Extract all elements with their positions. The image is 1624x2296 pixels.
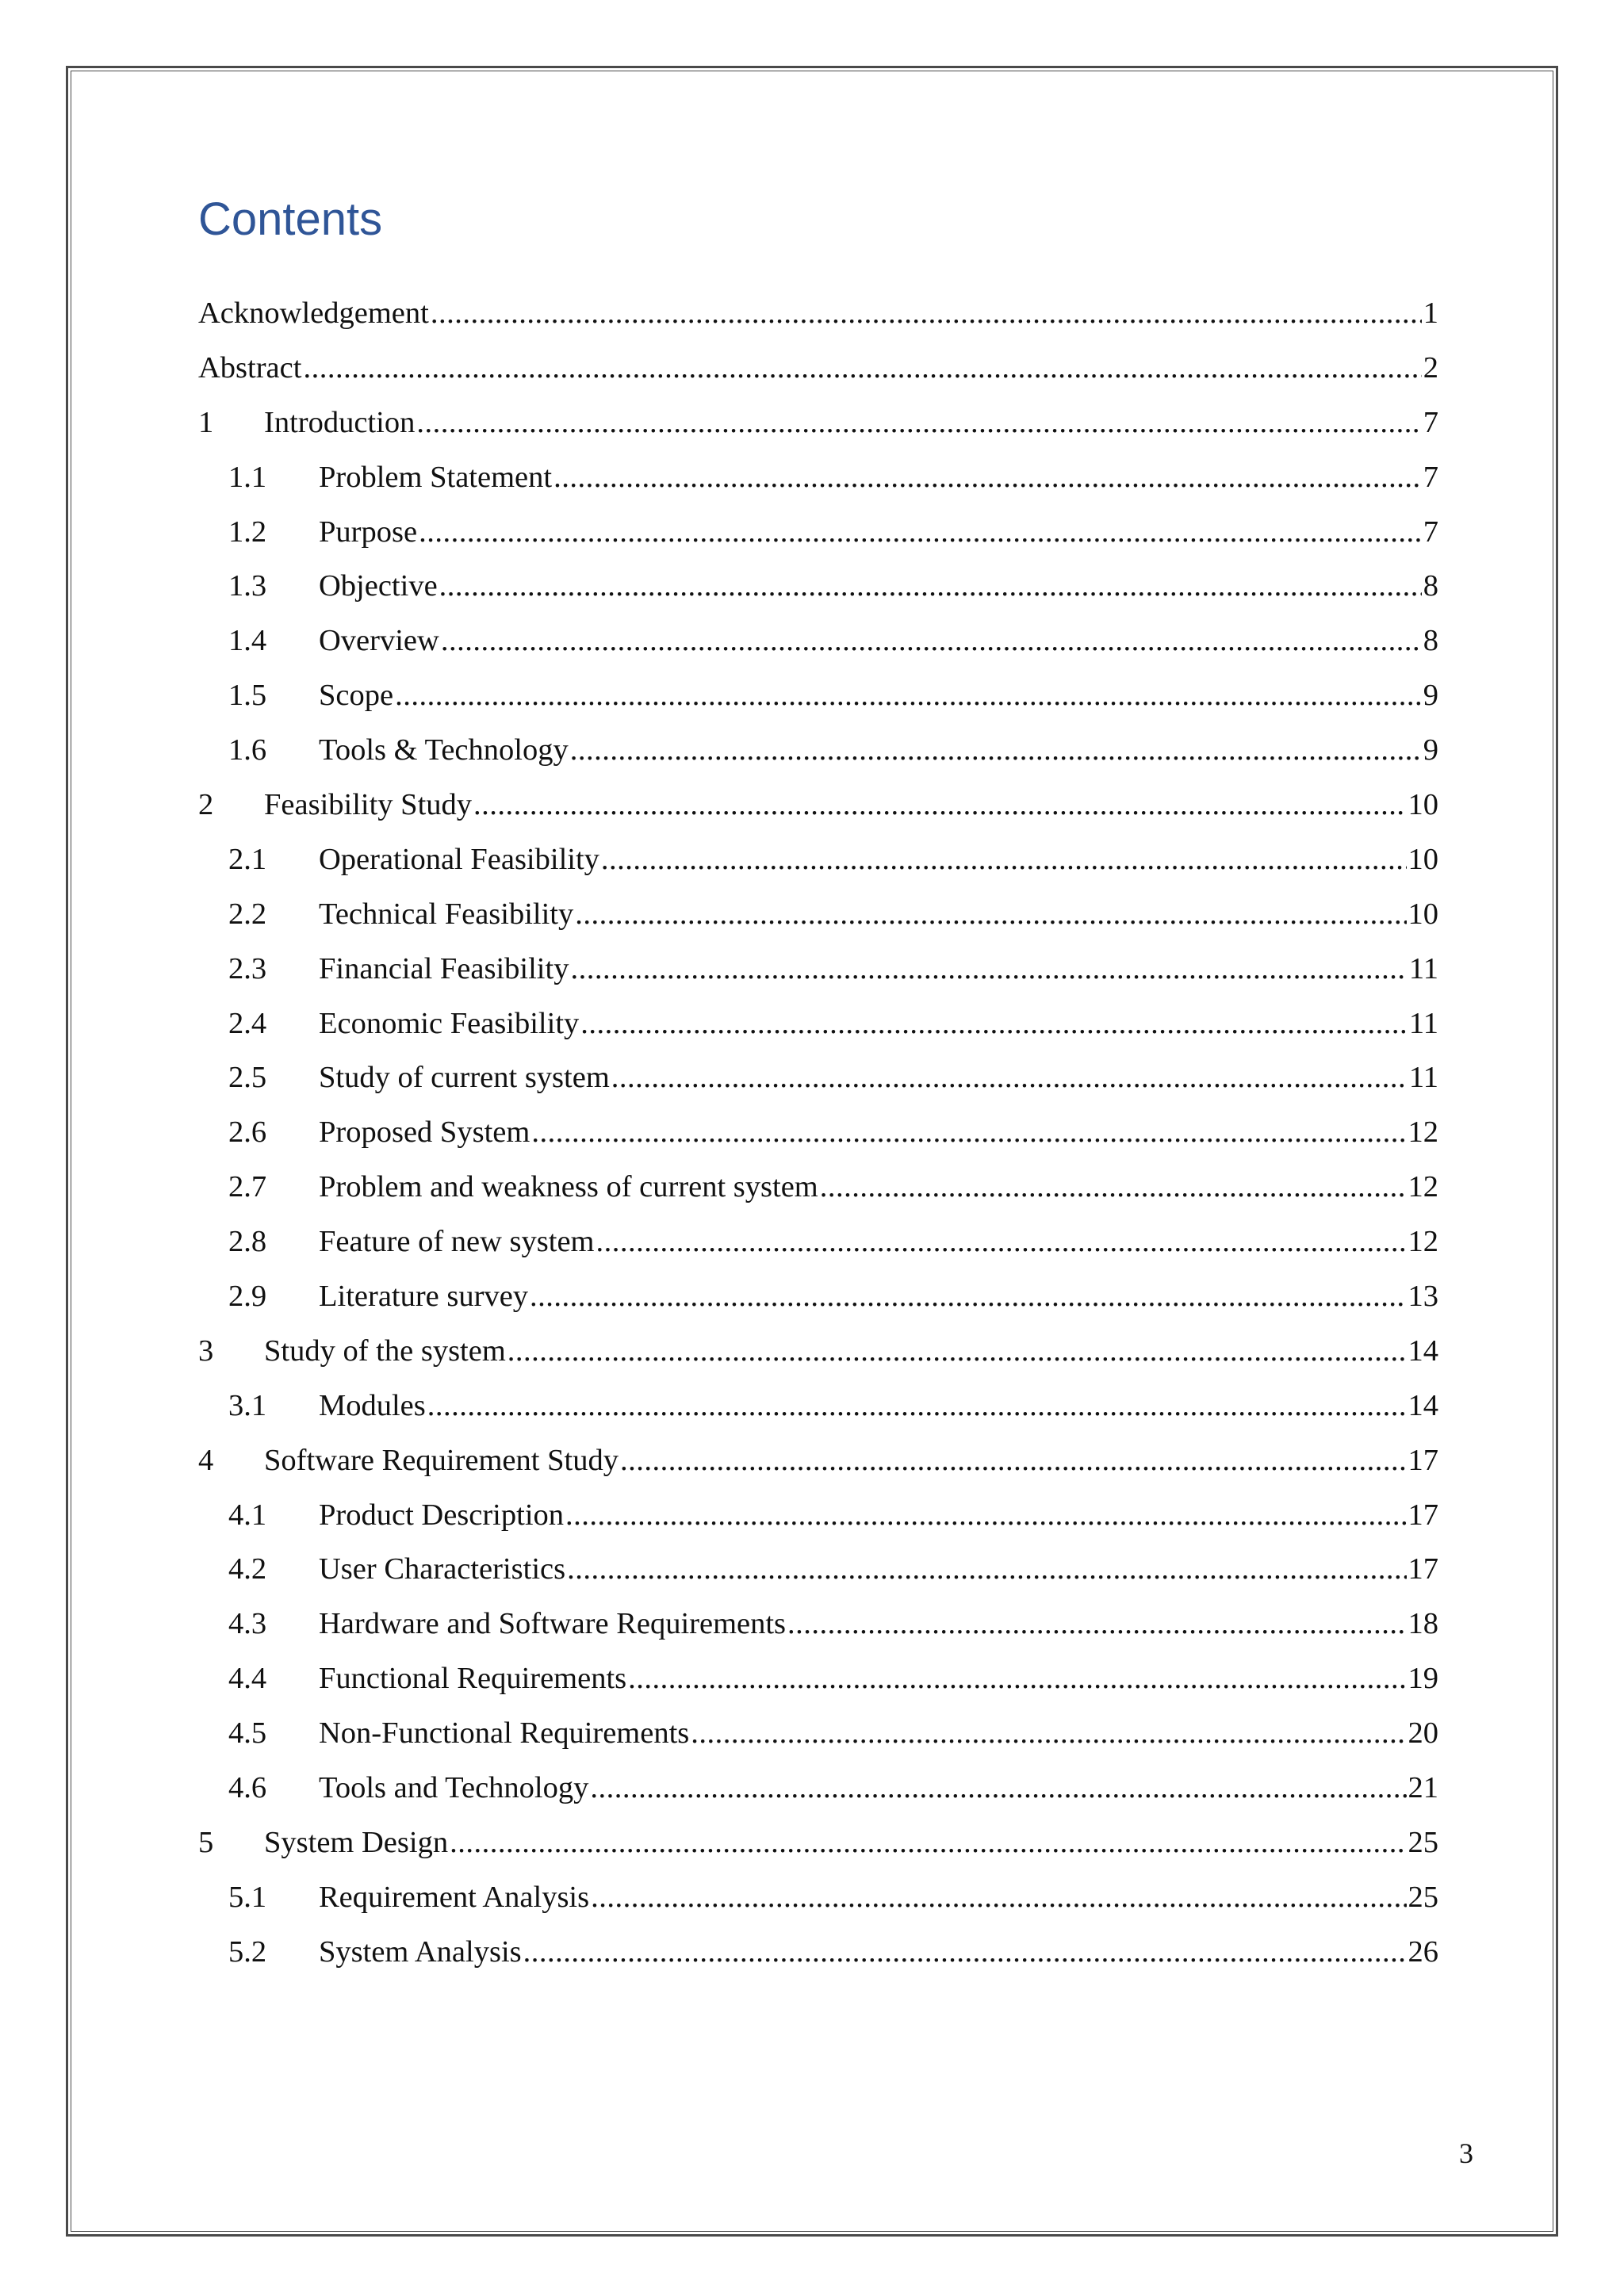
toc-dot-leader	[419, 514, 1422, 550]
toc-entry[interactable]	[198, 1387, 1438, 1442]
toc-entry-title[interactable]: Objective	[319, 569, 438, 603]
toc-entry-number: 4	[198, 1443, 214, 1477]
toc-entry-page: 11	[1408, 951, 1438, 985]
toc-entry[interactable]	[198, 1333, 1438, 1387]
toc-entry[interactable]	[198, 896, 1438, 951]
toc-entry-number: 3	[198, 1334, 214, 1368]
toc-dot-leader	[473, 786, 1406, 823]
toc-entry[interactable]	[198, 786, 1438, 841]
toc-entry[interactable]	[198, 1879, 1438, 1934]
toc-dot-leader	[570, 951, 1407, 987]
toc-dot-leader	[787, 1605, 1406, 1642]
toc-entry-page: 19	[1408, 1662, 1438, 1696]
toc-entry-title[interactable]: Overview	[319, 624, 439, 658]
toc-entry-page: 25	[1408, 1880, 1438, 1914]
toc-entry-page: 18	[1408, 1607, 1438, 1641]
toc-entry[interactable]	[198, 622, 1438, 677]
toc-dot-leader	[628, 1660, 1406, 1697]
table-of-contents	[198, 295, 1438, 1988]
toc-entry-page: 17	[1408, 1552, 1438, 1586]
toc-entry-page: 1	[1423, 297, 1438, 330]
toc-entry-page: 12	[1408, 1170, 1438, 1204]
toc-entry-title[interactable]: Acknowledgement	[198, 297, 429, 330]
toc-entry-title[interactable]: Study of current system	[319, 1061, 610, 1095]
toc-entry-number: 1.5	[228, 679, 267, 713]
toc-entry[interactable]	[198, 1715, 1438, 1770]
toc-entry[interactable]	[198, 1770, 1438, 1824]
toc-entry-title[interactable]: Introduction	[264, 405, 416, 439]
toc-entry[interactable]	[198, 677, 1438, 732]
toc-entry-number: 2	[198, 788, 214, 822]
toc-entry-number: 4.3	[228, 1607, 267, 1641]
toc-entry-page: 2	[1423, 350, 1438, 385]
toc-entry-number: 2.8	[228, 1225, 267, 1259]
toc-entry-title[interactable]: Financial Feasibility	[319, 951, 569, 985]
toc-entry-page: 25	[1408, 1825, 1438, 1859]
toc-entry-title[interactable]: System Analysis	[319, 1934, 522, 1969]
toc-entry[interactable]	[198, 1824, 1438, 1879]
toc-entry-page: 8	[1423, 624, 1438, 658]
toc-entry-title[interactable]: Purpose	[319, 515, 418, 549]
toc-entry-page: 13	[1408, 1280, 1438, 1314]
toc-entry[interactable]	[198, 1169, 1438, 1223]
toc-dot-leader	[427, 1387, 1407, 1424]
toc-dot-leader	[590, 1770, 1406, 1806]
toc-entry-title[interactable]: Functional Requirements	[319, 1662, 627, 1696]
toc-dot-leader	[439, 568, 1422, 604]
toc-dot-leader	[531, 1114, 1406, 1150]
toc-entry-number: 2.4	[228, 1006, 267, 1040]
toc-entry-number: 5.1	[228, 1880, 267, 1914]
toc-entry-page: 10	[1408, 842, 1438, 876]
toc-entry-page: 12	[1408, 1225, 1438, 1259]
toc-entry-number: 1.4	[228, 624, 267, 658]
toc-dot-leader	[441, 622, 1422, 659]
toc-dot-leader	[565, 1497, 1406, 1533]
toc-dot-leader	[395, 677, 1422, 714]
toc-entry-title[interactable]: Requirement Analysis	[319, 1880, 590, 1914]
toc-entry-title[interactable]: Feature of new system	[319, 1225, 595, 1259]
toc-entry-page: 7	[1423, 460, 1438, 494]
toc-dot-leader	[591, 1879, 1406, 1915]
toc-entry-number: 2.7	[228, 1170, 267, 1204]
toc-entry-number: 1.6	[228, 733, 267, 767]
toc-entry[interactable]	[198, 732, 1438, 786]
toc-entry-title[interactable]: Literature survey	[319, 1280, 529, 1314]
toc-entry-page: 7	[1423, 405, 1438, 439]
toc-dot-leader	[691, 1715, 1406, 1751]
toc-dot-leader	[570, 732, 1422, 768]
toc-entry-number: 2.6	[228, 1115, 267, 1150]
toc-entry-title[interactable]: Product Description	[319, 1498, 565, 1532]
toc-entry[interactable]	[198, 1005, 1438, 1060]
toc-dot-leader	[530, 1278, 1406, 1314]
toc-entry[interactable]	[198, 350, 1438, 404]
toc-entry[interactable]	[198, 1278, 1438, 1333]
toc-dot-leader	[596, 1223, 1406, 1260]
toc-entry-page: 17	[1408, 1498, 1438, 1532]
toc-entry-page: 9	[1423, 733, 1438, 767]
toc-entry-title[interactable]: Tools and Technology	[319, 1771, 589, 1805]
toc-entry-title[interactable]: Operational Feasibility	[319, 842, 599, 876]
toc-entry-page: 26	[1408, 1934, 1438, 1969]
toc-entry-number: 4.2	[228, 1552, 267, 1586]
toc-entry-title[interactable]: Economic Feasibility	[319, 1006, 580, 1040]
toc-dot-leader	[575, 896, 1406, 932]
toc-dot-leader	[611, 1059, 1408, 1096]
toc-heading: Contents	[198, 193, 383, 245]
toc-entry-number: 4.6	[228, 1771, 267, 1805]
toc-entry-number: 1.3	[228, 569, 267, 603]
toc-entry-page: 9	[1423, 679, 1438, 713]
toc-entry-title[interactable]: Problem Statement	[319, 460, 553, 494]
toc-entry[interactable]	[198, 841, 1438, 896]
toc-entry[interactable]	[198, 404, 1438, 459]
toc-entry-number: 2.3	[228, 951, 267, 985]
toc-entry-page: 11	[1408, 1006, 1438, 1040]
toc-entry[interactable]	[198, 1059, 1438, 1114]
toc-dot-leader	[567, 1551, 1406, 1587]
toc-entry-title[interactable]: Scope	[319, 679, 394, 713]
toc-entry-number: 2.1	[228, 842, 267, 876]
toc-entry-page: 14	[1408, 1388, 1438, 1422]
toc-entry-title[interactable]: Proposed System	[319, 1115, 530, 1150]
toc-entry[interactable]	[198, 1551, 1438, 1605]
toc-entry-number: 1.1	[228, 460, 267, 494]
toc-entry-title[interactable]: Problem and weakness of current system	[319, 1170, 818, 1204]
toc-entry[interactable]	[198, 1605, 1438, 1660]
toc-entry-page: 17	[1408, 1443, 1438, 1477]
toc-entry-page: 12	[1408, 1115, 1438, 1150]
toc-entry-number: 4.4	[228, 1662, 267, 1696]
toc-entry-page: 8	[1423, 569, 1438, 603]
toc-entry-page: 10	[1408, 788, 1438, 822]
toc-entry[interactable]	[198, 951, 1438, 1005]
toc-entry[interactable]	[198, 1223, 1438, 1278]
toc-entry-title[interactable]: System Design	[264, 1825, 449, 1859]
toc-entry[interactable]	[198, 1442, 1438, 1497]
toc-dot-leader	[431, 295, 1422, 331]
toc-entry-number: 3.1	[228, 1388, 267, 1422]
toc-entry[interactable]	[198, 1660, 1438, 1715]
toc-entry[interactable]	[198, 514, 1438, 568]
toc-entry-title[interactable]: Non-Functional Requirements	[319, 1716, 690, 1751]
toc-entry-title[interactable]: Study of the system	[264, 1334, 506, 1368]
toc-entry-page: 20	[1408, 1716, 1438, 1751]
toc-entry-title[interactable]: Modules	[319, 1388, 426, 1422]
toc-entry-title[interactable]: Technical Feasibility	[319, 897, 574, 931]
toc-dot-leader	[450, 1824, 1406, 1861]
toc-entry-title[interactable]: Software Requirement Study	[264, 1443, 619, 1477]
toc-dot-leader	[553, 459, 1422, 496]
toc-entry-number: 5.2	[228, 1934, 267, 1969]
toc-entry-number: 2.2	[228, 897, 267, 931]
toc-entry-page: 11	[1408, 1061, 1438, 1095]
toc-entry-title[interactable]: Tools & Technology	[319, 733, 569, 767]
toc-entry-title[interactable]: Hardware and Software Requirements	[319, 1607, 787, 1641]
toc-entry[interactable]	[198, 1114, 1438, 1169]
page-number: 3	[1459, 2137, 1473, 2169]
toc-dot-leader	[620, 1442, 1407, 1479]
toc-entry-number: 4.5	[228, 1716, 267, 1751]
toc-entry-number: 4.1	[228, 1498, 267, 1532]
toc-entry-number: 2.5	[228, 1061, 267, 1095]
toc-entry[interactable]	[198, 568, 1438, 622]
toc-entry-title[interactable]: Feasibility Study	[264, 788, 473, 822]
toc-entry-number: 5	[198, 1825, 214, 1859]
toc-dot-leader	[303, 350, 1421, 386]
toc-entry-page: 21	[1408, 1771, 1438, 1805]
toc-entry-page: 10	[1408, 897, 1438, 931]
toc-entry-title[interactable]: Abstract	[198, 350, 302, 385]
toc-entry-number: 1.2	[228, 515, 267, 549]
toc-dot-leader	[416, 404, 1421, 441]
toc-entry[interactable]	[198, 1934, 1438, 1988]
toc-entry-number: 1	[198, 405, 214, 439]
toc-dot-leader	[601, 841, 1407, 878]
toc-dot-leader	[508, 1333, 1407, 1369]
toc-entry[interactable]	[198, 459, 1438, 514]
toc-dot-leader	[820, 1169, 1407, 1205]
toc-dot-leader	[523, 1934, 1407, 1970]
toc-entry-title[interactable]: User Characteristics	[319, 1552, 566, 1586]
toc-entry-page: 7	[1423, 515, 1438, 549]
toc-entry-number: 2.9	[228, 1280, 267, 1314]
toc-entry-page: 14	[1408, 1334, 1438, 1368]
toc-entry[interactable]	[198, 1497, 1438, 1552]
toc-entry[interactable]	[198, 295, 1438, 350]
toc-dot-leader	[580, 1005, 1408, 1042]
